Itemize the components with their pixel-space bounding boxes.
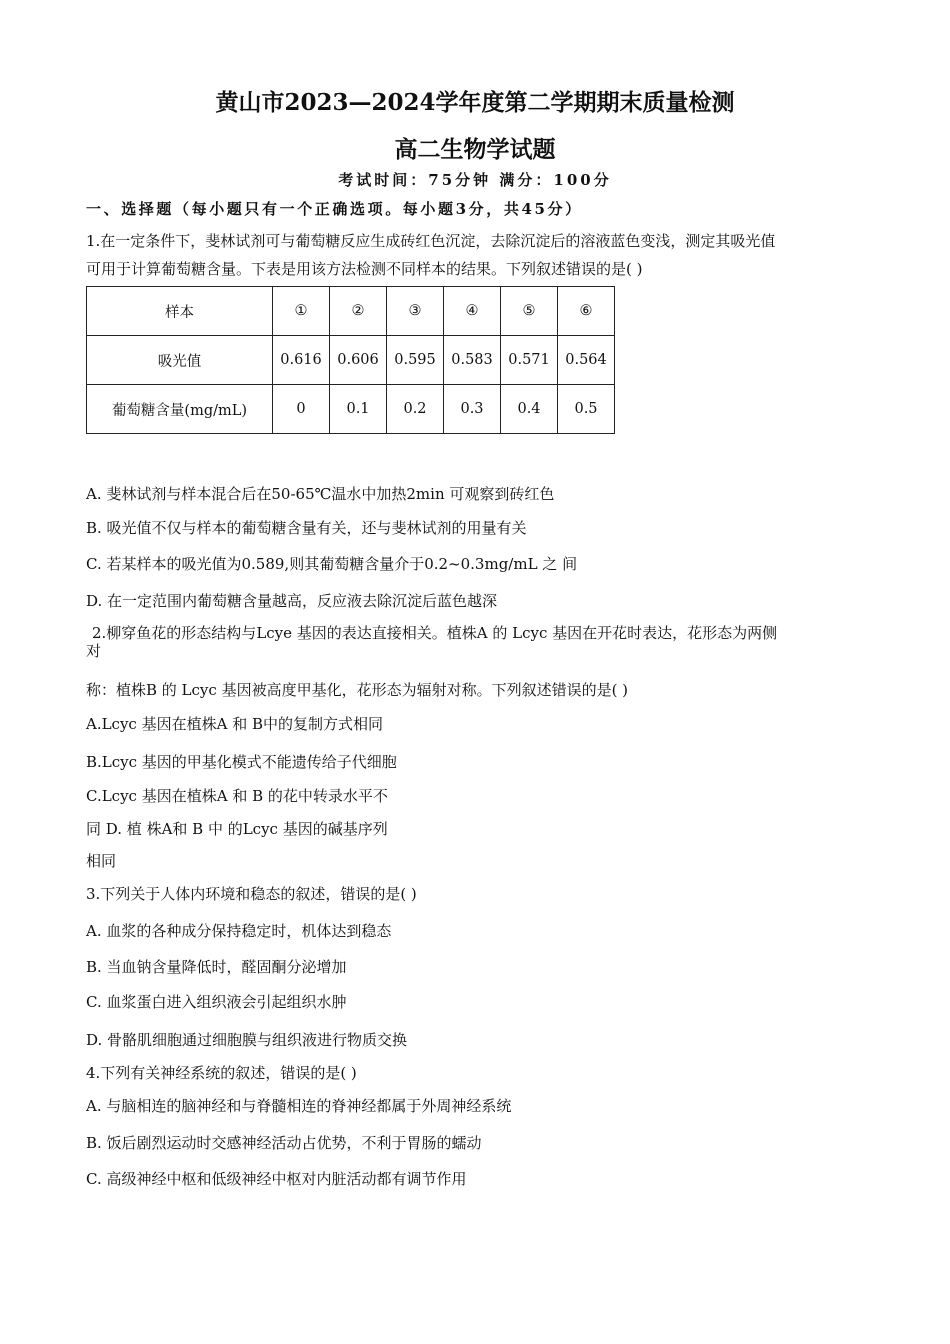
table-cell: 0.4 <box>501 385 558 434</box>
exam-info: 考试时间：75分钟 满分：100分 <box>338 171 612 189</box>
q4-option-c: C. 高级神经中枢和低级神经中枢对内脏活动都有调节作用 <box>86 1170 467 1188</box>
q1-option-a: A. 斐林试剂与样本混合后在50-65℃温水中加热2min 可观察到砖红色 <box>86 485 555 503</box>
q2-option-c: C.Lcyc 基因在植株A 和 B 的花中转录水平不 <box>86 787 388 805</box>
q1-option-c: C. 若某样本的吸光值为0.589,则其葡萄糖含量介于0.2~0.3mg/mL 之 间 <box>86 555 578 573</box>
q2-option-a: A.Lcyc 基因在植株A 和 B中的复制方式相同 <box>86 715 383 733</box>
table-cell: ③ <box>387 287 444 336</box>
table-cell: ④ <box>444 287 501 336</box>
table-row <box>87 385 615 434</box>
q3-stem: 3.下列关于人体内环境和稳态的叙述，错误的是( ) <box>86 885 417 903</box>
q3-option-d: D. 骨骼肌细胞通过细胞膜与组织液进行物质交换 <box>86 1031 408 1049</box>
q1-option-b: B. 吸光值不仅与样本的葡萄糖含量有关，还与斐林试剂的用量有关 <box>86 519 527 537</box>
q4-stem: 4.下列有关神经系统的叙述，错误的是( ) <box>86 1064 357 1082</box>
section-heading: 一、选择题（每小题只有一个正确选项。每小题3分，共45分） <box>86 200 583 218</box>
q3-option-a: A. 血浆的各种成分保持稳定时，机体达到稳态 <box>86 922 392 940</box>
q3-option-b: B. 当血钠含量降低时，醛固酮分泌增加 <box>86 958 347 976</box>
exam-subtitle: 高二生物学试题 <box>394 136 556 163</box>
exam-title: 黄山市2023—2024学年度第二学期期末质量检测 <box>215 89 735 116</box>
table-cell: 0.616 <box>273 336 330 385</box>
table-cell: 0.606 <box>330 336 387 385</box>
table-cell: 葡萄糖含量(mg/mL) <box>87 385 273 434</box>
q1-option-d: D. 在一定范围内葡萄糖含量越高，反应液去除沉淀后蓝色越深 <box>86 592 498 610</box>
table-cell: ② <box>330 287 387 336</box>
table-cell: 0.564 <box>558 336 615 385</box>
q4-option-b: B. 饭后剧烈运动时交感神经活动占优势，不利于胃肠的蠕动 <box>86 1134 482 1152</box>
table-cell: 0.1 <box>330 385 387 434</box>
q2-stem-line2: 称：植株B 的 Lcyc 基因被高度甲基化，花形态为辐射对称。下列叙述错误的是( ) <box>86 681 629 699</box>
table-cell: 吸光值 <box>87 336 273 385</box>
q2-stem-line1: 2.柳穿鱼花的形态结构与Lcye 基因的表达直接相关。植株A 的 Lcyc 基因在开花时表达，花形态为两侧 <box>92 624 778 642</box>
q2-option-d-continued: 相同 <box>86 852 117 870</box>
q2-option-c-continued: 同 D. 植 株A和 B 中 的Lcyc 基因的碱基序列 <box>86 820 388 838</box>
q2-stem-line1-wrap: 对 <box>86 642 102 660</box>
q4-option-a: A. 与脑相连的脑神经和与脊髓相连的脊神经都属于外周神经系统 <box>86 1097 512 1115</box>
q1-stem-line1: 1.在一定条件下，斐林试剂可与葡萄糖反应生成砖红色沉淀，去除沉淀后的溶液蓝色变浅，测定其吸光值 <box>86 232 776 250</box>
table-cell: 0.5 <box>558 385 615 434</box>
table-cell: 0.2 <box>387 385 444 434</box>
table-cell: ⑤ <box>501 287 558 336</box>
table-cell: 0.595 <box>387 336 444 385</box>
table-cell: 0.583 <box>444 336 501 385</box>
q3-option-c: C. 血浆蛋白进入组织液会引起组织水肿 <box>86 993 347 1011</box>
table-row <box>87 287 615 336</box>
table-cell: 0.3 <box>444 385 501 434</box>
table-cell: 0.571 <box>501 336 558 385</box>
table-cell: ⑥ <box>558 287 615 336</box>
table-cell: 0 <box>273 385 330 434</box>
table-cell: 样本 <box>87 287 273 336</box>
table-cell: ① <box>273 287 330 336</box>
q2-option-b: B.Lcyc 基因的甲基化模式不能遗传给子代细胞 <box>86 753 397 771</box>
q1-data-table <box>86 286 615 434</box>
table-row <box>87 336 615 385</box>
q1-stem-line2: 可用于计算葡萄糖含量。下表是用该方法检测不同样本的结果。下列叙述错误的是( ) <box>86 260 643 278</box>
